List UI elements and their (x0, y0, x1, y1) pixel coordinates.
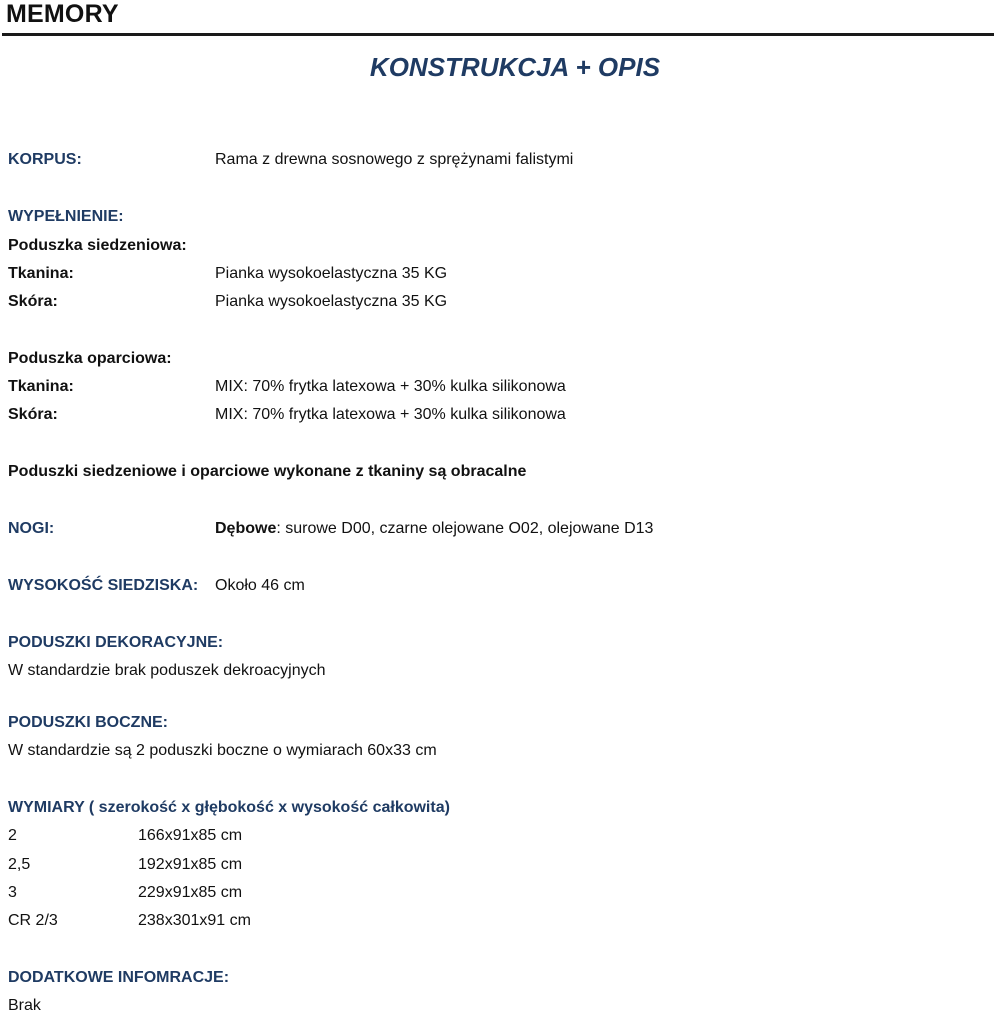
back-fabric-value: MIX: 70% frytka latexowa + 30% kulka silikonowa (215, 378, 566, 395)
reversible-cushions-note: Poduszki siedzeniowe i oparciowe wykonane z tkaniny są obracalne (8, 463, 527, 480)
dimension-size: 2 (8, 827, 17, 844)
dimension-value: 192x91x85 cm (138, 856, 243, 873)
additional-info-label: DODATKOWE INFOMRACJE: (8, 969, 230, 986)
seat-height-value: Około 46 cm (215, 577, 305, 594)
side-cushions-value: W standardzie są 2 poduszki boczne o wymiarach 60x33 cm (8, 742, 437, 759)
back-fabric-label: Tkanina: (8, 378, 74, 395)
page-title: KONSTRUKCJA + OPIS (369, 52, 661, 82)
dimension-value: 166x91x85 cm (138, 827, 243, 844)
dimension-value: 229x91x85 cm (138, 884, 243, 901)
nogi-wood-type: Dębowe (215, 520, 277, 537)
dimensions-label: WYMIARY ( szerokość x głębokość x wysokość całkowita) (8, 799, 450, 816)
decorative-cushions-value: W standardzie brak poduszek dekroacyjnych (8, 662, 326, 679)
dimension-size: 2,5 (8, 856, 31, 873)
wypelnienie-label: WYPEŁNIENIE: (8, 208, 124, 225)
nogi-finishes: : surowe D00, czarne olejowane O02, olejowane D13 (276, 520, 654, 537)
back-cushion-heading: Poduszka oparciowa: (8, 350, 172, 367)
dimension-size: CR 2/3 (8, 912, 58, 929)
seat-height-label: WYSOKOŚĆ SIEDZISKA: (8, 577, 199, 594)
dimension-value: 238x301x91 cm (138, 912, 251, 929)
header-rule (2, 33, 994, 36)
side-cushions-label: PODUSZKI BOCZNE: (8, 714, 168, 731)
back-leather-label: Skóra: (8, 406, 58, 423)
korpus-value: Rama z drewna sosnowego z sprężynami falistymi (215, 151, 574, 168)
seat-leather-value: Pianka wysokoelastyczna 35 KG (215, 293, 448, 310)
seat-leather-label: Skóra: (8, 293, 58, 310)
brand-name: MEMORY (6, 0, 119, 28)
seat-fabric-value: Pianka wysokoelastyczna 35 KG (215, 265, 448, 282)
document-header (0, 0, 996, 40)
seat-fabric-label: Tkanina: (8, 265, 74, 282)
decorative-cushions-label: PODUSZKI DEKORACYJNE: (8, 634, 224, 651)
seat-cushion-heading: Poduszka siedzeniowa: (8, 237, 187, 254)
nogi-value (215, 519, 653, 539)
dimension-size: 3 (8, 884, 17, 901)
additional-info-value: Brak (8, 997, 41, 1014)
korpus-label: KORPUS: (8, 151, 82, 168)
nogi-label: NOGI: (8, 520, 55, 537)
back-leather-value: MIX: 70% frytka latexowa + 30% kulka silikonowa (215, 406, 566, 423)
